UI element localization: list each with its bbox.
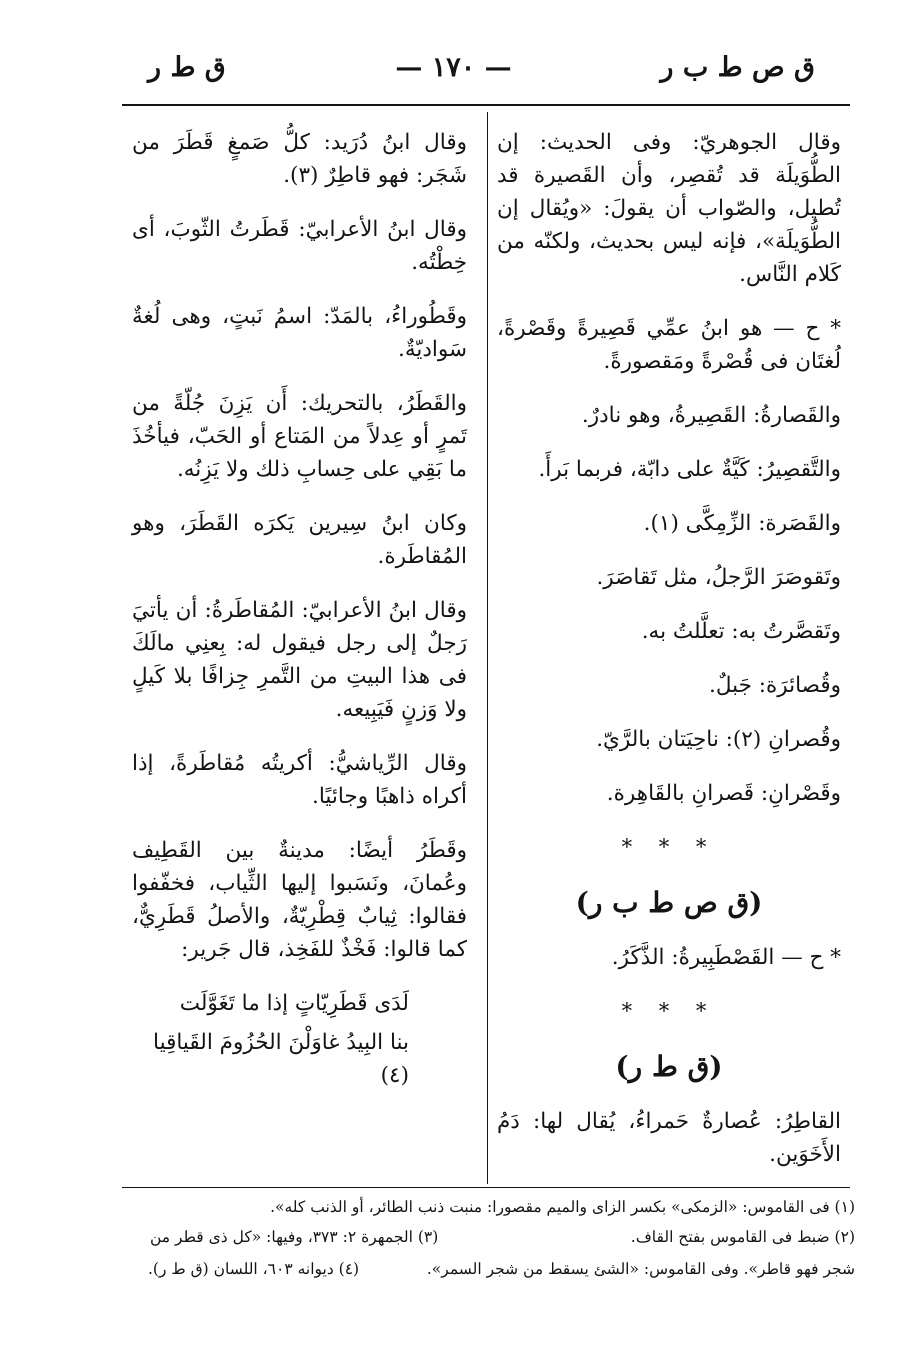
footnote-3: (٣) الجمهرة ٢: ٣٧٣، وفيها: «كل ذى قطر من: [150, 1228, 439, 1246]
entry-paragraph: وقال ابنُ الأعرابيّ: قَطَرتُ الثّوبَ، أى خِطْتُه.: [132, 217, 467, 275]
right-column: [497, 126, 841, 1192]
entry-paragraph: وقُصائرَة: جَبلٌ.: [709, 673, 841, 698]
entry-paragraph: وقُصرانِ (٢): ناحِيَتان بالرَّيّ.: [596, 727, 841, 752]
verse-line: لَدَى قَطَرِيّاتٍ إذا ما تَغَوَّلَت: [179, 991, 409, 1016]
left-column: [132, 126, 467, 1098]
footnote-1: (١) فى القاموس: «الزمكى» بكسر الزاى والميم مقصورا: منبت ذنب الطائر، أو الذنب كله».: [270, 1198, 855, 1216]
entry-paragraph: والقَصارةُ: القَصِيرةُ، وهو نادرٌ.: [581, 403, 841, 428]
entry-paragraph: وقال ابنُ دُرَيد: كلُّ صَمغٍ قَطَرَ من شَجَر: فهو قاطِرٌ (٣).: [132, 130, 467, 188]
entry-paragraph: والتَّقصِيرُ: كَيَّةٌ على دابّة، فربما بَرأَ.: [538, 457, 841, 482]
footnote-2: (٢) ضبط فى القاموس بفتح القاف.: [630, 1228, 855, 1246]
root-heading-qsttbr: (ق ص ط ب ر): [575, 886, 763, 919]
footnote-4: (٤) ديوانه ٦٠٣، اللسان (ق ط ر).: [148, 1260, 360, 1278]
entry-paragraph: وقَطَرُ أيضًا: مدينةٌ بين القَطِيف وعُمانَ، ونَسَبوا إليها الثِّياب، فخفّفوا فقالوا: ثِيابٌ قِطْرِيّةٌ، والأصلُ قَطَرِيٌّ، كما قالوا: فَخْذٌ للفَخِذ، قال جَرير:: [132, 838, 467, 962]
entry-paragraph: وتَقوصَرَ الرَّجلُ، مثل تَقاصَرَ.: [596, 565, 841, 590]
running-head-root-left: ق ط ر: [148, 52, 226, 83]
entry-paragraph: القاطِرُ: عُصارةٌ حَمراءُ، يُقال لها: دَمُ الأَخَوَين.: [497, 1109, 841, 1167]
footnote-3-continued: شجر فهو قاطر». وفى القاموس: «الشئ يسقط من شجر السمر».: [426, 1260, 855, 1278]
page-number: — ١٧٠ —: [395, 52, 512, 83]
entry-paragraph: والقَطَرُ، بالتحريك: أَن يَزِنَ جُلّةً من تَمرٍ أو عِدلاً من المَتاع أو الحَبّ، فيأخُذَ ما بَقِي على حِسابِ ذلك ولا يَزِنُه.: [132, 391, 467, 482]
running-head-root-right: ق ص ط ب ر: [660, 52, 815, 83]
entry-paragraph: وقَصْرانِ: قَصرانِ بالقَاهِرة.: [606, 781, 841, 806]
header-rule: [122, 104, 850, 106]
column-divider: [487, 112, 488, 1184]
entry-paragraph: وقال ابنُ الأعرابيّ: المُقاطَرةُ: أن يأتيَ رَجلٌ إلى رجل فيقول له: بِعنِي مالَكَ فى هذا البيتِ من التَّمرِ جِزافًا بلا كَيلٍ ولا وَزنٍ فَيَبِيعه.: [132, 598, 467, 722]
section-separator: * * *: [621, 835, 717, 859]
section-separator: * * *: [621, 999, 717, 1023]
root-heading-qtr: (ق ط ر): [615, 1050, 723, 1083]
entry-paragraph: وقال الجوهريّ: وفى الحديث: إن الطُّوَيلَة قد تُقصِر، وأن القَصيرة قد تُطيل، والصّواب أن يقولَ: «ويُقال إن الطُّوَيلَة»، فإنه ليس بحديث، ولكنّه من كَلام النَّاس.: [497, 130, 841, 287]
entry-paragraph: * ح — هو ابنُ عمِّي قَصِيرةً وقَصْرةً، لُغتَان فى قُصْرةً ومَقصورةً.: [497, 316, 841, 374]
entry-paragraph: وقَطُوراءُ، بالمَدّ: اسمُ نَبتٍ، وهى لُغةٌ سَواديّةٌ.: [132, 304, 467, 362]
footnote-rule: [122, 1187, 850, 1188]
entry-paragraph: * ح — القَصْطَبِيرةُ: الذَّكَرُ.: [611, 945, 841, 970]
entry-paragraph: وتَقصَّرتُ به: تعلَّلتُ به.: [641, 619, 841, 644]
entry-paragraph: والقَصَرة: الزِّمِكَّى (١).: [643, 511, 841, 536]
entry-paragraph: وقال الرِّياشيُّ: أكريتُه مُقاطَرةً، إذا أكراه ذاهبًا وجائيًا.: [132, 751, 467, 809]
entry-paragraph: وكان ابنُ سِيرين يَكرَه القَطَرَ، وهو المُقاطَرة.: [132, 511, 467, 569]
verse-line: بنا البِيدُ غاوَلْنَ الحُزُومَ القَياقِيا (٤): [153, 1030, 409, 1088]
